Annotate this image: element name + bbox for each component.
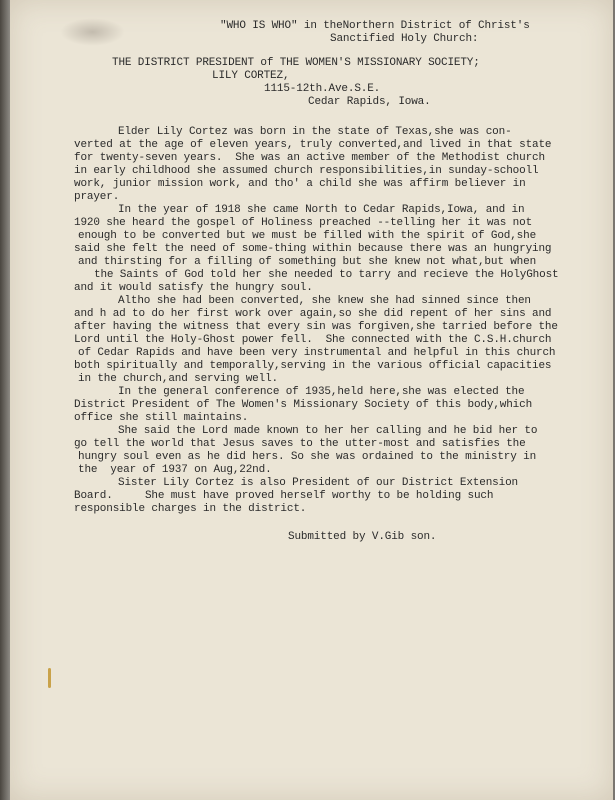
- body-line: Altho she had been converted, she knew she had sinned since then: [118, 295, 531, 307]
- body-line: In the year of 1918 she came North to Cedar Rapids,Iowa, and in: [118, 204, 525, 216]
- body-line: office she still maintains.: [74, 412, 249, 424]
- body-line: after having the witness that every sin was forgiven,she tarried before the: [74, 321, 558, 333]
- body-line: responsible charges in the district.: [74, 503, 307, 515]
- body-line: prayer.: [74, 191, 120, 203]
- body-line: District President of The Women's Missionary Society of this body,which: [74, 399, 533, 411]
- body-line: go tell the world that Jesus saves to the utter-most and satisfies the: [74, 438, 526, 450]
- body-line: in the church,and serving well.: [78, 373, 278, 385]
- body-line: and h ad to do her first work over again,so she did repent of her sins and: [74, 308, 552, 320]
- body-line: the year of 1937 on Aug,22nd.: [78, 464, 272, 476]
- body-line: of Cedar Rapids and have been very instrumental and helpful in this church: [78, 347, 556, 359]
- header-line-1: "WHO IS WHO" in theNorthern District of Christ's: [220, 20, 530, 32]
- body-line: verted at the age of eleven years, truly converted,and lived in that state: [74, 139, 552, 151]
- body-line: and it would satisfy the hungry soul.: [74, 282, 313, 294]
- address-line-2: LILY CORTEZ,: [212, 70, 290, 82]
- address-line-3: 1115-12th.Ave.S.E.: [264, 83, 381, 95]
- body-line: Sister Lily Cortez is also President of our District Extension: [118, 477, 518, 489]
- body-line: Elder Lily Cortez was born in the state of Texas,she was con-: [118, 126, 512, 138]
- header-line-2: Sanctified Holy Church:: [330, 33, 479, 45]
- body-line: work, junior mission work, and tho' a child she was affirm believer in: [74, 178, 526, 190]
- ink-smudge: [60, 18, 125, 46]
- signature-line: Submitted by V.Gib son.: [288, 531, 437, 543]
- body-line: In the general conference of 1935,held here,she was elected the: [118, 386, 525, 398]
- body-line: for twenty-seven years. She was an active member of the Methodist church: [74, 152, 545, 164]
- body-line: enough to be converted but we must be filled with the spirit of God,she: [78, 230, 537, 242]
- body-line: the Saints of God told her she needed to tarry and recieve the HolyGhost: [94, 269, 559, 281]
- body-line: 1920 she heard the gospel of Holiness preached --telling her it was not: [74, 217, 533, 229]
- address-line-4: Cedar Rapids, Iowa.: [308, 96, 431, 108]
- body-line: and thirsting for a filling of something but she knew not what,but when: [78, 256, 537, 268]
- body-line: in early childhood she assumed church responsibilities,in sunday-schooll: [74, 165, 539, 177]
- paper-stain: [48, 668, 51, 688]
- body-line: both spiritually and temporally,serving in the various official capacities: [74, 360, 552, 372]
- body-line: said she felt the need of some-thing within because there was an hungrying: [74, 243, 552, 255]
- body-line: She said the Lord made known to her her calling and he bid her to: [118, 425, 538, 437]
- body-line: Board. She must have proved herself worthy to be holding such: [74, 490, 494, 502]
- address-line-1: THE DISTRICT PRESIDENT of THE WOMEN'S MISSIONARY SOCIETY;: [112, 57, 480, 69]
- body-line: hungry soul even as he did hers. So she was ordained to the ministry in: [78, 451, 537, 463]
- body-line: Lord until the Holy-Ghost power fell. She connected with the C.S.H.church: [74, 334, 552, 346]
